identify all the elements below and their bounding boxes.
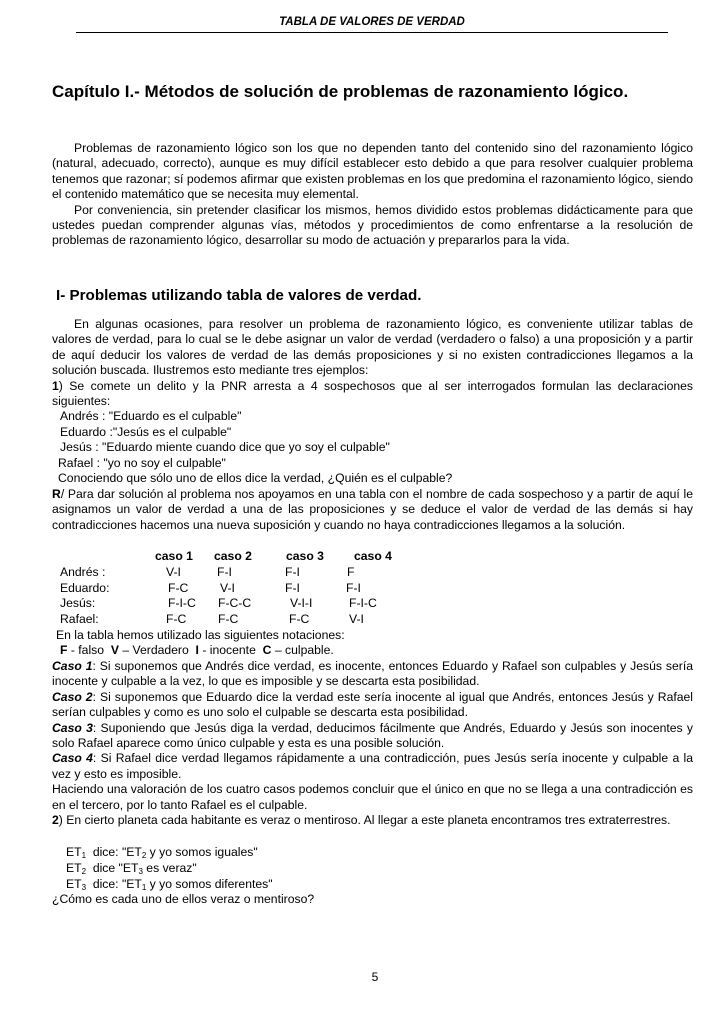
table-cell: V-I	[166, 565, 181, 579]
statement: Jesús : "Eduardo miente cuando dice que yo soy el culpable"	[60, 440, 390, 454]
answer-paragraph	[52, 487, 693, 533]
cases-body	[52, 659, 693, 828]
table-cell: V-I	[349, 612, 364, 626]
speaker-index: 1	[81, 851, 87, 860]
case-text: : Suponiendo que Jesús diga la verdad, deducimos fácilmente que Andrés, Eduardo y Jesús son inocentes y solo Rafael aparece como único culpable y esta es una posible solución.	[52, 720, 694, 751]
table-header-caso-1: caso 1	[155, 549, 193, 563]
table-row-label: Andrés :	[60, 565, 106, 579]
example-text: ) En cierto planeta cada habitante es veraz o mentiroso. Al llegar a este planeta encontramos tres extraterrestres.	[58, 813, 671, 828]
section-title: I- Problemas utilizando tabla de valores de verdad.	[56, 287, 422, 304]
legend-label: – Verdadero	[122, 643, 189, 657]
notation-intro: En la tabla hemos utilizado las siguientes notaciones:	[56, 628, 345, 642]
paragraph: Por conveniencia, sin pretender clasificar los mismos, hemos dividido estos problemas didácticamente para que ustedes puedan comprender algunas vías, métodos y procedimientos de como enfrentarse a la resolución de problemas de razonamiento lógico, desarrollar su modo de actuación y prepararlos para la vida.	[52, 202, 693, 248]
chapter-title: Capítulo I.- Métodos de solución de problemas de razonamiento lógico.	[52, 82, 629, 101]
page-number: 5	[371, 970, 379, 984]
legend-key: F	[60, 643, 68, 657]
section-body	[52, 317, 693, 409]
case-label: Caso 4	[52, 751, 93, 766]
example-text: ) Se comete un delito y la PNR arresta a 4 sospechosos que al ser interrogados formulan las declaraciones siguientes:	[52, 378, 693, 409]
table-row-label: Eduardo:	[60, 581, 110, 595]
alien-statement	[66, 877, 273, 892]
table-cell: F-C	[218, 612, 239, 626]
statement-index: 3	[138, 867, 143, 876]
speaker: ET	[66, 845, 82, 859]
case-paragraph	[52, 659, 693, 690]
statement: Andrés : "Eduardo es el culpable"	[60, 409, 242, 423]
case-label: Caso 2	[52, 689, 93, 704]
legend-key: C	[262, 643, 272, 657]
table-cell: F-I-C	[168, 596, 196, 610]
legend-label: - falso	[70, 643, 105, 657]
legend-label: - inocente	[202, 643, 256, 657]
case-label: Caso 1	[52, 659, 93, 673]
speaker-index: 3	[81, 883, 87, 892]
alien-statement	[66, 845, 258, 860]
case-paragraph	[52, 721, 693, 752]
speaker: ET	[66, 877, 82, 891]
table-cell: F-C	[166, 612, 187, 626]
table-cell: V-I	[220, 581, 235, 595]
speaker-index: 2	[81, 867, 87, 876]
table-cell: F-I-C	[349, 596, 377, 610]
table-row-label: Rafael:	[60, 612, 99, 626]
example-number: 2	[52, 813, 59, 828]
statement-text: y yo somos iguales"	[146, 845, 258, 859]
case-text: : Si Rafael dice verdad llegamos rápidamente a una contradicción, pues Jesús sería inocente y culpable a la vez y esto es imposible.	[52, 751, 694, 781]
answer-label: R	[52, 487, 61, 501]
alien-statement	[66, 861, 197, 876]
chapter-intro	[52, 141, 693, 249]
table-header-caso-3: caso 3	[286, 549, 324, 563]
statement-text: es veraz"	[142, 861, 197, 875]
table-row-label: Jesús:	[60, 596, 96, 610]
table-cell: F-C	[168, 581, 189, 595]
statement-text: dice "ET	[92, 861, 139, 875]
paragraph: En algunas ocasiones, para resolver un problema de razonamiento lógico, es conveniente utilizar tablas de valores de verdad, para lo cual se le debe asignar un valor de verdad (verdadero o falso) a una proposición y a partir de aquí deducir los valores de verdad de las demás proposiciones y si no existen contradicciones llegamos a la solución buscada. Ilustremos esto mediante tres ejemplos:	[52, 317, 693, 378]
example-number: 1	[52, 378, 59, 393]
legend-key: V	[110, 643, 119, 657]
statement-index: 2	[141, 851, 147, 860]
table-cell: V-I-I	[290, 596, 313, 610]
running-header: TABLA DE VALORES DE VERDAD	[76, 12, 668, 33]
table-cell: F-I	[285, 565, 300, 579]
case-text: : Si suponemos que Andrés dice verdad, es inocente, entonces Eduardo y Rafael son culpables y Jesús sería inocente y culpable a la vez, lo que es imposible y se descarta esta posibilidad.	[52, 659, 693, 689]
table-cell: F	[347, 565, 355, 579]
case-text: : Si suponemos que Eduardo dice la verdad este sería inocente al igual que Andrés, entonces Jesús y Rafael serían culpables y como es uno solo el culpable se descarta esta posibilidad.	[52, 689, 693, 720]
statement-text: dice: "ET	[92, 845, 142, 859]
table-cell: F-I	[285, 581, 300, 595]
case-paragraph	[52, 751, 693, 782]
paragraph: Problemas de razonamiento lógico son los que no dependen tanto del contenido sino del razonamiento lógico (natural, adecuado, correcto), aunque es muy difícil establecer esto debido a que para resolver cualquier problema tenemos que razonar; sí podemos afirmar que existen problemas en los que predomina el razonamiento lógico, siendo el contenido matemático que se necesita muy elemental.	[52, 141, 693, 202]
statement: Rafael : "yo no soy el culpable"	[58, 456, 226, 470]
conclusion: Haciendo una valoración de los cuatro casos podemos concluir que el único en que no se llega a una contradicción es en el tercero, por lo tanto Rafael es el culpable.	[52, 782, 693, 812]
table-header-caso-4: caso 4	[354, 549, 392, 563]
case-paragraph	[52, 690, 693, 721]
table-cell: F-I	[217, 565, 232, 579]
example-1	[52, 379, 693, 410]
answer-text: / Para dar solución al problema nos apoyamos en una tabla con el nombre de cada sospechoso y a partir de aquí le asignamos un valor de verdad a una de las proposiciones y se deduce el valor de verdad de las demás si hay contradicciones hacemos una nueva suposición y cuando no haya contradicciones llegamos a la solución.	[52, 487, 693, 532]
legend-key: I	[195, 643, 199, 657]
statement-index: 1	[141, 883, 147, 892]
statement: Conociendo que sólo uno de ellos dice la verdad, ¿Quién es el culpable?	[58, 471, 453, 485]
table-cell: F-C-C	[218, 596, 252, 610]
statement-text: dice: "ET	[92, 877, 142, 891]
case-label: Caso 3	[52, 720, 93, 735]
table-cell: F-I	[346, 581, 361, 595]
statement: Eduardo :"Jesús es el culpable"	[60, 425, 232, 439]
notation-legend	[60, 643, 334, 658]
question: ¿Cómo es cada uno de ellos veraz o mentiroso?	[52, 892, 315, 906]
table-cell: F-C	[289, 612, 310, 626]
table-header-caso-2: caso 2	[214, 549, 252, 563]
example-2	[52, 813, 693, 828]
statement-text: y yo somos diferentes"	[146, 877, 273, 891]
legend-label: – culpable.	[274, 643, 334, 657]
speaker: ET	[66, 861, 82, 875]
